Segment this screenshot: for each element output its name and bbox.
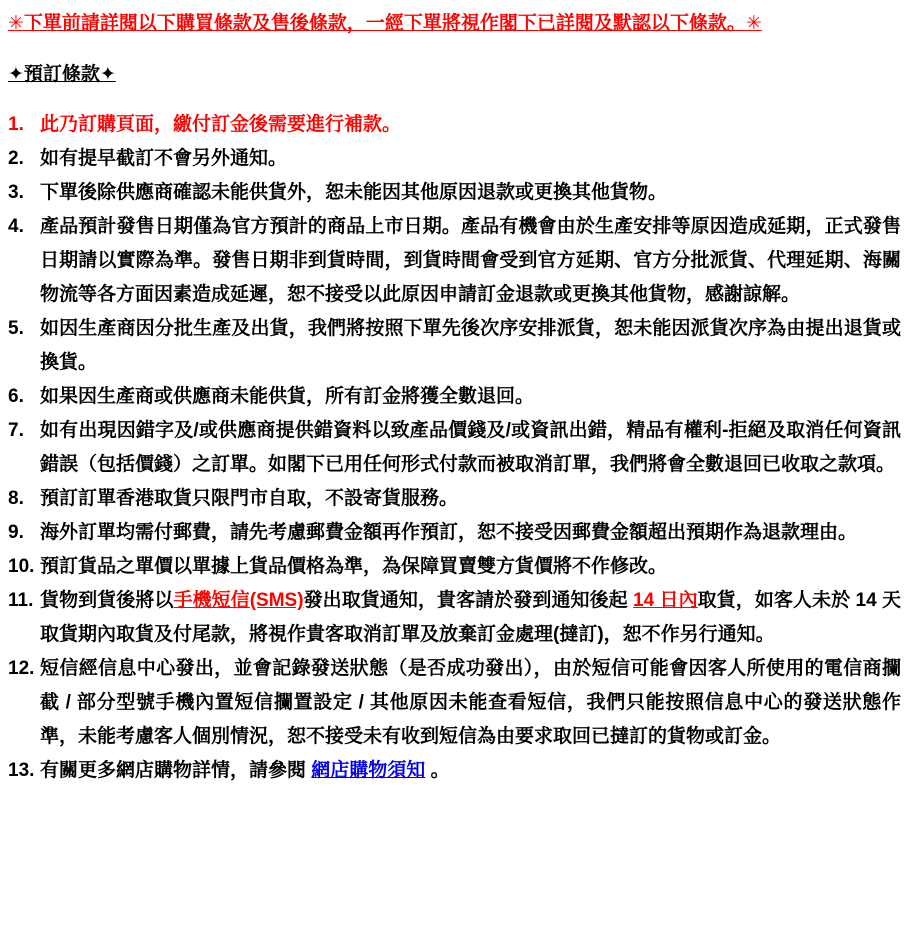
term-item-13	[8, 754, 901, 788]
term-text-segment: 海外訂單均需付郵費，請先考慮郵費金額再作預訂，恕不接受因郵費金額超出預期作為退款理由。	[40, 522, 858, 544]
term-text	[40, 652, 901, 754]
term-number: 5.	[8, 318, 24, 340]
term-number: 10.	[8, 556, 35, 578]
term-text-segment: 如果因生產商或供應商未能供貨，所有訂金將獲全數退回。	[40, 386, 535, 408]
term-text-segment: 下單後除供應商確認未能供貨外，恕未能因其他原因退款或更換其他貨物。	[40, 182, 668, 204]
term-text	[40, 754, 901, 788]
term-text-segment: 。	[425, 760, 450, 782]
term-number: 2.	[8, 148, 24, 170]
term-number: 6.	[8, 386, 24, 408]
term-number: 12.	[8, 658, 35, 680]
term-text-segment: 發出取貨通知，貴客請於發到通知後起	[303, 590, 634, 612]
term-number: 11.	[8, 590, 34, 612]
term-text	[40, 584, 901, 652]
term-text-segment: 產品預計發售日期僅為官方預計的商品上市日期。產品有機會由於生產安排等原因造成延期，正式發售日期請以實際為準。發售日期非到貨時間，到貨時間會受到官方延期、官方分批派貨、代理延期、海關物流等各方面因素造成延遲，恕不接受以此原因申請訂金退款或更換其他貨物，感謝諒解。	[40, 216, 901, 306]
term-item-6	[8, 380, 901, 414]
term-text-segment: 如有出現因錯字及/或供應商提供錯資料以致產品價錢及/或資訊出錯，精品有權利-拒絕及取消任何資訊錯誤（包括價錢）之訂單。如閣下已用任何形式付款而被取消訂單，我們將會全數退回已收取之款項。	[40, 420, 901, 476]
term-number: 9.	[8, 522, 24, 544]
term-text	[40, 516, 901, 550]
term-item-12	[8, 652, 901, 754]
term-item-1	[8, 108, 901, 142]
term-item-11	[8, 584, 901, 652]
term-item-8	[8, 482, 901, 516]
term-item-10	[8, 550, 901, 584]
terms-list	[8, 108, 901, 788]
term-item-9	[8, 516, 901, 550]
term-number: 4.	[8, 216, 24, 238]
term-text-segment: 此乃訂購頁面，繳付訂金後需要進行補款。	[40, 114, 402, 136]
term-item-2	[8, 142, 901, 176]
term-item-5	[8, 312, 901, 380]
term-text	[40, 176, 901, 210]
term-text-segment: 貨物到貨後將以	[40, 590, 174, 612]
term-text-segment: 預訂貨品之單價以單據上貨品價格為準，為保障買賣雙方貨價將不作修改。	[40, 556, 668, 578]
term-text-segment: 14 日內	[633, 590, 698, 612]
store-shopping-guide-link[interactable]: 網店購物須知	[311, 760, 426, 782]
term-item-7	[8, 414, 901, 482]
term-number: 1.	[8, 114, 24, 136]
term-text	[40, 210, 901, 312]
term-text-segment: 預訂訂單香港取貨只限門市自取，不設寄貨服務。	[40, 488, 459, 510]
term-text	[40, 108, 901, 142]
page-header-warning: ✳下單前請詳閱以下購買條款及售後條款，一經下單將視作閣下已詳閱及默認以下條款。✳	[8, 13, 762, 34]
section-title-preorder-terms: ✦預訂條款✦	[8, 63, 116, 85]
term-text	[40, 142, 901, 176]
term-text-segment: 短信經信息中心發出，並會記錄發送狀態（是否成功發出），由於短信可能會因客人所使用的電信商攔截 / 部分型號手機內置短信攔置設定 / 其他原因未能查看短信，我們只能按照信息中心的發送狀態作準，未能考慮客人個別情況，恕不接受未有收到短信為由要求取回已撻訂的貨物或訂金。	[40, 658, 901, 748]
term-text-segment: 如有提早截訂不會另外通知。	[40, 148, 288, 170]
term-item-3	[8, 176, 901, 210]
term-number: 7.	[8, 420, 24, 442]
term-text	[40, 550, 901, 584]
term-text	[40, 312, 901, 380]
term-item-4	[8, 210, 901, 312]
term-text	[40, 414, 901, 482]
term-text-segment: 如因生產商因分批生產及出貨，我們將按照下單先後次序安排派貨，恕未能因派貨次序為由提出退貨或換貨。	[40, 318, 901, 374]
term-text	[40, 482, 901, 516]
term-number: 8.	[8, 488, 24, 510]
term-number: 3.	[8, 182, 24, 204]
term-text-segment: 取貨，如客人未於 14 天取貨期內取貨及付尾款，將視作貴客取消訂單及放棄訂金處理(撻訂)，恕不作另行通知。	[40, 590, 901, 646]
term-text	[40, 380, 901, 414]
term-text-segment: 有關更多網店購物詳情，請參閱	[40, 760, 312, 782]
term-text-segment: 手機短信(SMS)	[173, 590, 304, 612]
term-number: 13.	[8, 760, 35, 782]
